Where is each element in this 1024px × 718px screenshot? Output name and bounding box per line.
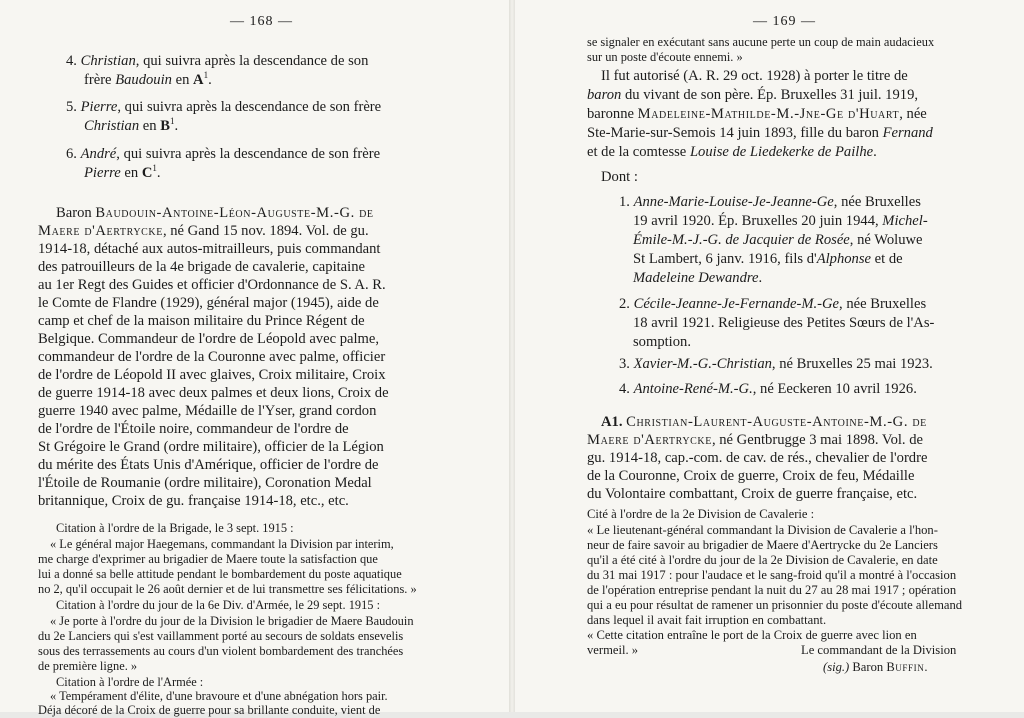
citation-line: no 2, qu'il occupait le 26 août dernier et de lui transmettre ses félicitations. » (38, 582, 417, 596)
page-number: — 168 — (230, 14, 293, 29)
citation-line: de première ligne. » (38, 659, 138, 673)
page-168 (0, 0, 509, 717)
page-number: — 169 — (753, 14, 816, 29)
child-entry: 2. Cécile-Jeanne-Je-Fernande-M.-Ge, née Bruxelles (619, 296, 927, 312)
baron-line: Belgique. Commandeur de l'ordre de Léopold avec palme, (38, 331, 380, 347)
citation-line: me charge d'exprimer au brigadier de Maere toute la satisfaction que (38, 552, 378, 566)
a1-line: gu. 1914-18, cap.-com. de cav. de rés., chevalier de l'ordre (587, 450, 928, 466)
page-169 (515, 0, 1024, 712)
list-item-cont: frère Baudouin en $A^1$. (84, 70, 212, 88)
signature-name: (sig.) Baron Buffin. (823, 660, 929, 674)
citation-line: sous des terrassements au cours d'un violent bombardement des tranchées (38, 644, 404, 658)
citation-line: « Je porte à l'ordre du jour de la Division le brigadier de Maere Baudouin (50, 614, 414, 628)
citation-line: « Le général major Haegemans, commandant la Division par interim, (50, 537, 394, 551)
signature-title: Le commandant de la Division (801, 643, 957, 657)
body-line: baronne Madeleine-Mathilde-M.-Jne-Ge d'Huart, née (587, 106, 927, 122)
citation-line: lui a donné sa belle attitude pendant le bombardement du poste aquatique (38, 567, 402, 581)
baron-line: des patrouilleurs de la 4e brigade de cavalerie, capitaine (38, 259, 365, 275)
a1-heading: A1. Christian-Laurent-Auguste-Antoine-M.-G. de (601, 414, 927, 430)
baron-line: au 1er Regt des Guides et officier d'Ordonnance de S. A. R. (38, 277, 386, 293)
citation-line: qu'il a été cité à l'ordre du jour de la 2e Division de Cavalerie, en date (587, 553, 938, 567)
baron-line: guerre 1940 avec palme, Médaille de l'Yser, grand cordon (38, 403, 377, 419)
child-entry-cont: Madeleine Dewandre. (633, 270, 763, 286)
child-entry: 4. Antoine-René-M.-G., né Eeckeren 10 avril 1926. (619, 381, 917, 397)
list-item-cont: Pierre en $C^1$. (84, 163, 161, 181)
citation-line: se signaler en exécutant sans aucune perte un coup de main audacieux (587, 35, 935, 49)
baron-line: britannique, Croix de gu. française 1914-18, etc., etc. (38, 493, 349, 509)
citation-line: « Le lieutenant-général commandant la Division de Cavalerie a l'hon- (587, 523, 938, 537)
child-entry: 1. Anne-Marie-Louise-Je-Jeanne-Ge, née Bruxelles (619, 194, 921, 210)
a1-line: de la Couronne, Croix de guerre, Croix de feu, Médaille (587, 468, 915, 484)
citation-line: « Cette citation entraîne le port de la Croix de guerre avec lion en (587, 628, 917, 642)
citation-heading: Cité à l'ordre de la 2e Division de Cavalerie : (587, 507, 815, 521)
child-entry: 3. Xavier-M.-G.-Christian, né Bruxelles 25 mai 1923. (619, 356, 933, 372)
child-entry-cont: St Lambert, 6 janv. 1916, fils d'Alphonse et de (633, 251, 903, 267)
citation-line: neur de faire savoir au brigadier de Maere d'Aertrycke du 2e Lanciers (587, 538, 938, 552)
baron-line: St Grégoire le Grand (ordre militaire), officier de la Légion (38, 439, 384, 455)
child-entry-cont: Émile-M.-J.-G. de Jacquier de Rosée, né Woluwe (633, 232, 923, 248)
citation-heading: Citation à l'ordre de l'Armée : (56, 675, 204, 689)
citation-line: Déja décoré de la Croix de guerre pour sa brillante conduite, vient de (38, 703, 381, 717)
list-item: 4. Christian, qui suivra après la descendance de son (66, 53, 369, 69)
baron-line: le Comte de Flandre (1929), général major (1945), aide de (38, 295, 379, 311)
citation-heading: Citation à l'ordre du jour de la 6e Div. d'Armée, le 29 sept. 1915 : (56, 598, 381, 612)
body-line: Il fut autorisé (A. R. 29 oct. 1928) à porter le titre de (601, 68, 908, 84)
baron-line: de guerre 1914-18 avec deux palmes et deux lions, Croix de (38, 385, 389, 401)
baron-line: 1914-18, détaché aux autos-mitrailleurs, puis commandant (38, 241, 381, 257)
citation-line: sur un poste d'écoute ennemi. » (587, 50, 743, 64)
citation-line: « Tempérament d'élite, d'une bravoure et d'une abnégation hors pair. (50, 689, 388, 703)
body-line: baron du vivant de son père. Ép. Bruxelles 31 juil. 1919, (587, 87, 919, 103)
a1-line: Maere d'Aertrycke, né Gentbrugge 3 mai 1898. Vol. de (587, 432, 923, 448)
list-item: 6. André, qui suivra après la descendance de son frère (66, 146, 381, 162)
citation-heading: Citation à l'ordre de la Brigade, le 3 sept. 1915 : (56, 521, 294, 535)
baron-line: de l'ordre de l'Étoile noire, commandeur de l'ordre de (38, 421, 349, 437)
citation-line: qui a eu pour résultat de ramener un prisonnier du poste d'écoute allemand (587, 598, 963, 612)
body-line: Ste-Marie-sur-Semois 14 juin 1893, fille du baron Fernand (587, 125, 933, 141)
citation-line: du 2e Lanciers qui s'est vaillamment porté au secours de soldats ensevelis (38, 629, 404, 643)
baron-line: camp et chef de la maison militaire du Prince Régent de (38, 313, 365, 329)
baron-line: du mérite des États Unis d'Amérique, officier de l'ordre de (38, 457, 379, 473)
baron-line: Maere d'Aertrycke, né Gand 15 nov. 1894. Vol. de gu. (38, 223, 369, 239)
dont-heading: Dont : (601, 169, 638, 185)
child-entry-cont: somption. (633, 334, 691, 350)
baron-line: de l'ordre de Léopold II avec glaives, Croix militaire, Croix (38, 367, 386, 383)
list-item-cont: Christian en $B^1$. (84, 116, 179, 134)
citation-line: vermeil. » (587, 643, 639, 657)
baron-line: l'Étoile de Roumanie (ordre militaire), Coronation Medal (38, 475, 372, 491)
child-entry-cont: 19 avril 1920. Ép. Bruxelles 20 juin 1944, Michel- (633, 213, 928, 229)
citation-line: du 31 mai 1917 : pour l'audace et le sang-froid qu'il a montré à l'occasion (587, 568, 957, 582)
baron-line: commandeur de l'ordre de la Couronne avec palme, officier (38, 349, 386, 365)
a1-line: du Volontaire combattant, Croix de guerre française, etc. (587, 486, 918, 502)
body-line: et de la comtesse Louise de Liedekerke de Pailhe. (587, 144, 877, 160)
citation-line: de l'opération entreprise pendant la nuit du 27 au 28 mai 1917 ; opération (587, 583, 957, 597)
citation-line: dans lequel il avait fait irruption en combattant. (587, 613, 827, 627)
child-entry-cont: 18 avril 1921. Religieuse des Petites Sœurs de l'As- (633, 315, 935, 331)
baron-heading: Baron Baudouin-Antoine-Léon-Auguste-M.-G. de (56, 205, 374, 221)
list-item: 5. Pierre, qui suivra après la descendance de son frère (66, 99, 382, 115)
